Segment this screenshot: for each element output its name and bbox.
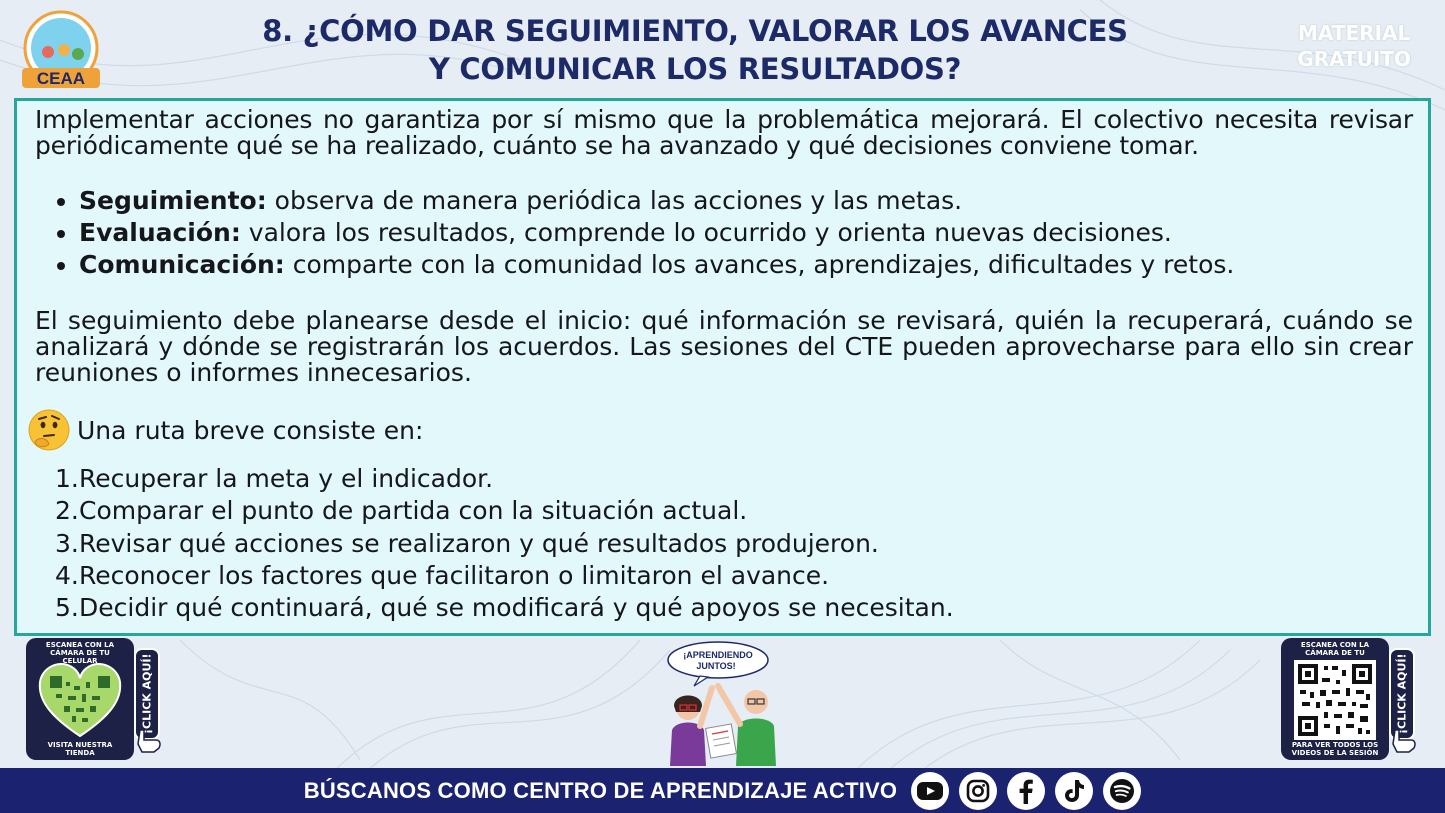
ceaa-logo <box>16 10 106 92</box>
bullet-evaluacion <box>79 217 1234 249</box>
badge-line-1: MATERIAL <box>1298 21 1411 45</box>
step-item <box>55 592 954 624</box>
bullet-term: Seguimiento: <box>79 186 267 215</box>
qr-top-text: ESCANEA CON LA CÁMARA DE TU CELULAR <box>45 641 115 665</box>
step-item <box>55 560 954 592</box>
bullet-term: Comunicación: <box>79 250 285 279</box>
ruta-text: Una ruta breve consiste en: <box>77 415 424 445</box>
content-box <box>14 98 1431 636</box>
step-item <box>55 495 954 527</box>
qr-code-icon <box>1294 660 1376 740</box>
step-text: Recuperar la meta y el indicador. <box>79 464 494 493</box>
aprendiendo-juntos-illustration <box>660 640 784 766</box>
step-number: 2. <box>55 496 79 526</box>
instagram-icon[interactable] <box>959 772 997 810</box>
bullet-seguimiento <box>79 185 1234 217</box>
pointing-hand-icon <box>134 726 164 754</box>
bullet-term: Evaluación: <box>79 218 241 247</box>
bullet-text: valora los resultados, comprende lo ocurrido y orienta nuevas decisiones. <box>240 218 1172 247</box>
step-number: 1. <box>55 464 79 493</box>
click-here-tab[interactable]: ¡CLICK AQUÍ! <box>1389 648 1415 740</box>
title-line-1: 8. ¿CÓMO DAR SEGUIMIENTO, VALORAR LOS AVANCES <box>262 14 1128 48</box>
youtube-icon[interactable] <box>911 772 949 810</box>
badge-line-2: GRATUITO <box>1297 47 1411 71</box>
footer-bar <box>0 768 1445 813</box>
social-icons <box>911 772 1141 810</box>
step-text: Decidir qué continuará, qué se modificará y qué apoyos se necesitan. <box>79 593 954 623</box>
thinking-face-icon <box>27 408 71 452</box>
spotify-icon[interactable] <box>1103 772 1141 810</box>
facebook-icon[interactable] <box>1007 772 1045 810</box>
pointing-hand-icon <box>1389 726 1419 754</box>
intro-paragraph: Implementar acciones no garantiza por sí mismo que la problemática mejorará. El colectivo necesita revisar periódicamente qué se ha realizado, cuánto se ha avanzado y qué decisiones conviene tomar. <box>35 105 1413 160</box>
step-number: 3. <box>55 528 79 558</box>
step-text: Revisar qué acciones se realizaron y qué resultados produjeron. <box>79 528 879 558</box>
step-item <box>55 463 954 495</box>
title-line-2: Y COMUNICAR LOS RESULTADOS? <box>428 52 962 86</box>
heart-qr-icon <box>36 660 124 738</box>
step-text: Reconocer los factores que facilitaron o limitaron el avance. <box>79 560 830 590</box>
bubble-line-1: ¡APRENDIENDO <box>683 650 753 660</box>
qr-top-text: ESCANEA CON LA CÁMARA DE TU <box>1300 641 1370 657</box>
bullet-text: observa de manera periódica las acciones y las metas. <box>266 186 963 215</box>
logo-text: CEAA <box>36 69 86 88</box>
page-title <box>200 12 1190 88</box>
material-gratuito-badge <box>1297 20 1411 72</box>
planning-paragraph: El seguimiento debe planearse desde el inicio: qué información se revisará, quién la recuperará, cuándo se analizará y dónde se registrarán los acuerdos. Las sesiones del CTE pueden aprovecharse para ello sin crear reuniones o informes innecesarios. <box>35 306 1413 387</box>
store-qr-card[interactable] <box>26 638 134 760</box>
qr-bottom-text: VISITA NUESTRA TIENDA <box>47 741 113 757</box>
step-item <box>55 528 954 560</box>
step-number: 4. <box>55 560 79 590</box>
footer-text: BÚSCANOS COMO CENTRO DE APRENDIZAJE ACTIVO <box>303 777 898 803</box>
qr-bottom-text: PARA VER TODOS LOS VIDEOS DE LA SESIÓN <box>1291 741 1379 757</box>
steps-list <box>55 463 954 624</box>
ruta-intro <box>27 407 423 453</box>
step-number: 5. <box>55 593 79 623</box>
definition-list <box>57 185 1234 281</box>
bullet-comunicacion <box>79 249 1234 281</box>
step-text: Comparar el punto de partida con la situación actual. <box>79 496 748 526</box>
tiktok-icon[interactable] <box>1055 772 1093 810</box>
bubble-line-2: JUNTOS! <box>696 661 736 671</box>
click-here-tab[interactable]: ¡CLICK AQUÍ! <box>134 648 160 740</box>
bullet-text: comparte con la comunidad los avances, aprendizajes, dificultades y retos. <box>284 250 1235 279</box>
videos-qr-card[interactable] <box>1281 638 1389 760</box>
